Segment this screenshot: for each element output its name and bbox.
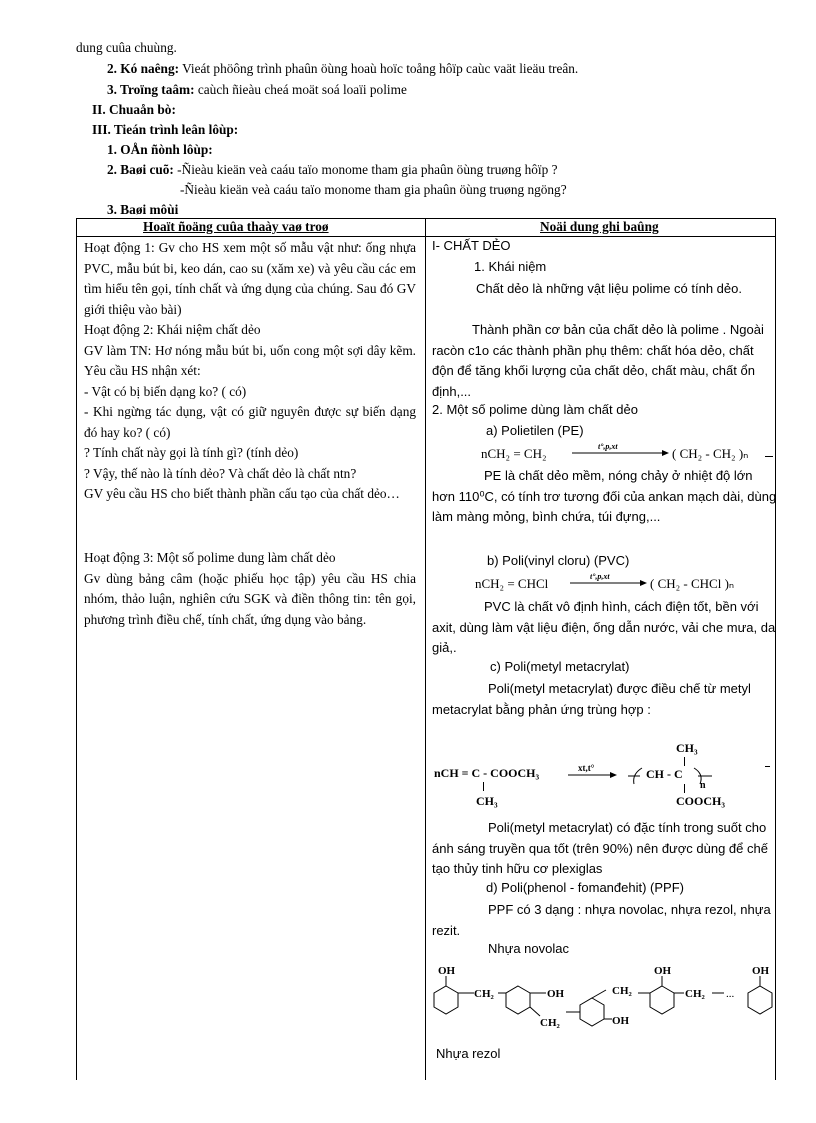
pvc-description: PVC là chất vô định hình, cách điện tốt, bền với axit, dùng làm vật liệu điện, ống dẫn nước, vải che mưa, da giả,. <box>432 599 776 655</box>
activity-3-text: Gv dùng bảng câm (hoặc phiếu học tập) yêu cầu HS chia nhóm, thảo luận, nghiên cứu SGK và điền thông tin: tên gọi, phương trình điều chế, tính chất, ứng dụng vào bảng. <box>84 570 416 627</box>
pmma-conditions: xt,t° <box>578 763 595 773</box>
pmma-monomer-ch3: CH₃ <box>476 794 498 808</box>
ppf-description: PPF có 3 dạng : nhựa novolac, nhựa rezol, nhựa rezit. <box>432 902 771 938</box>
pvc-reactant: nCH₂ = CHCl <box>475 576 549 591</box>
old-lesson-label: 2. Baøi cuõ: <box>107 162 174 177</box>
activity-1: Hoạt động 1: Gv cho HS xem một số mẫu vật như: ống nhựa PVC, mẫu bút bi, keo dán, cao su (xăm xe) và yêu cầu các em tìm hiểu tên gọi, tính chất và ứng dụng của chúng. Sau đó GV giới thiệu vào bài) <box>84 240 416 317</box>
novolac-oh-1: OH <box>438 965 456 977</box>
item-new-lesson: 3. Baøi môùi <box>107 202 179 217</box>
pmma-monomer: nCH = C - COOCH₃ <box>434 766 540 780</box>
pmma-desc-1: Poli(metyl metacrylat) được điều chế từ metyl metacrylat bằng phản ứng trùng hợp : <box>432 681 751 717</box>
pe-right-tick <box>765 456 773 457</box>
novolac-dots: ... <box>726 988 735 1000</box>
pmma-right-tick <box>765 766 770 767</box>
left-column-activity-3 <box>84 548 416 630</box>
pmma-polymer-unit: CH - C <box>646 767 683 781</box>
pe-product: ( CH₂ - CH₂ )ₙ <box>672 446 749 461</box>
novolac-structure <box>426 960 776 1035</box>
composition-plastics: Thành phần cơ bản của chất dẻo là polime . Ngoài racòn c1o các thành phần phụ thêm: chất hóa dẻo, chất độn để tăng khối lượng của chất dẻo, chất màu, chất ổn định,... <box>432 322 764 399</box>
pmma-desc-2: Poli(metyl metacrylat) có đặc tính trong suốt cho ánh sáng truyền qua tốt (trên 90%) nên được dùng để chế tạo thủy tinh hữu cơ plexiglas <box>432 820 768 876</box>
pmma-monomer-bond <box>483 782 484 791</box>
question-2: - Khi ngừng tác dụng, vật có giữ nguyên được sự biến dạng đó hay ko? ( có) <box>84 404 416 440</box>
pmma-polymer-top: CH₃ <box>676 741 698 755</box>
focus-line <box>107 82 407 98</box>
question-5: GV yêu cầu HS cho biết thành phần cấu tạo của chất dẻo… <box>84 486 400 501</box>
intro-continuation: dung cuûa chuùng. <box>76 40 177 55</box>
pmma-polymer-n: n <box>700 780 706 791</box>
focus-label: 3. Troïng taâm: <box>107 82 195 97</box>
skills-text: Vieát phöông trình phaûn öùng hoaù hoïc toång hôïp caùc vaät lieäu treân. <box>179 61 579 76</box>
activity-2-text: GV làm TN: Hơ nóng mẫu bút bi, uốn cong một sợi dây kẽm. Yêu cầu HS nhận xét: <box>84 342 416 378</box>
pvc-conditions: t°,p,xt <box>590 572 610 581</box>
pmma-reaction-arrow <box>566 760 626 784</box>
old-lesson-q2: -Ñieàu kieän veà caáu taïo monome tham gia phaûn öùng truøng ngöng? <box>180 182 567 197</box>
old-lesson-line <box>107 162 558 178</box>
pvc-product: ( CH₂ - CHCl )ₙ <box>650 576 735 591</box>
pe-description: PE là chất dẻo mềm, nóng chảy ở nhiệt độ lớn hơn 110⁰C, có tính trơ tương đối của ankan mạch dài, dùng làm màng mỏng, bình chứa, túi đựng,... <box>432 468 777 524</box>
section-procedure: III. Tieán trình leân lôùp: <box>92 122 239 137</box>
pmma-polymer-bond-top <box>684 757 685 766</box>
novolac-ch2-1: CH₂ <box>474 988 494 1000</box>
heading-concept: 1. Khái niệm <box>474 259 547 274</box>
heading-plastics: I- CHẤT DẺO <box>432 238 511 253</box>
pe-reactant: nCH₂ = CH₂ <box>481 446 547 461</box>
pmma-title: c) Poli(metyl metacrylat) <box>490 659 630 674</box>
activity-2-title: Hoạt động 2: Khái niệm chất dẻo <box>84 322 261 337</box>
novolac-oh-5: OH <box>752 965 770 977</box>
question-3: ? Tính chất này gọi là tính gì? (tính dẻo) <box>84 445 299 460</box>
section-preparation: II. Chuaån bò: <box>92 102 176 117</box>
pe-reaction-arrow <box>570 440 670 462</box>
pe-title: a) Polietilen (PE) <box>486 423 584 438</box>
skills-label: 2. Kó naêng: <box>107 61 180 76</box>
activity-3-title: Hoạt động 3: Một số polime dung làm chất dẻo <box>84 550 336 565</box>
old-lesson-q1: -Ñieàu kieän veà caáu taïo monome tham gia phaûn öùng truøng hôïp ? <box>173 162 558 177</box>
header-teacher-student: Hoaït ñoäng cuûa thaày vaø troø <box>143 219 329 234</box>
header-board-content: Noäi dung ghi baûng <box>540 219 659 234</box>
ppf-title: d) Poli(phenol - fomanđehit) (PPF) <box>486 880 684 895</box>
pvc-title: b) Poli(vinyl cloru) (PVC) <box>487 553 630 568</box>
pe-conditions: t°,p,xt <box>598 442 618 451</box>
question-1: - Vật có bị biến dạng ko? ( có) <box>84 383 247 399</box>
skills-line <box>107 61 578 77</box>
novolac-ch2-2: CH₂ <box>540 1017 560 1029</box>
novolac-ch2-3: CH₂ <box>612 985 632 997</box>
novolac-ch2-4: CH₂ <box>685 988 705 1000</box>
focus-text: caùch ñieàu cheá moät soá loaïi polime <box>194 82 407 97</box>
item-class-order: 1. OÅn ñònh lôùp: <box>107 142 213 157</box>
table-left-border <box>76 218 77 1080</box>
left-column <box>84 238 416 505</box>
rezol-label: Nhựa rezol <box>436 1046 501 1061</box>
pmma-polymer-bottom: COOCH₃ <box>676 794 725 808</box>
definition-plastics: Chất dẻo là những vật liệu polime có tính dẻo. <box>476 281 742 296</box>
novolac-oh-2: OH <box>547 988 565 1000</box>
novolac-oh-4: OH <box>654 965 672 977</box>
novolac-label: Nhựa novolac <box>488 941 569 956</box>
novolac-oh-3: OH <box>612 1015 630 1027</box>
pmma-polymer-bond-bottom <box>684 784 685 793</box>
pe-equation <box>481 446 547 462</box>
table-column-divider <box>425 218 426 1080</box>
heading-polymers: 2. Một số polime dùng làm chất dẻo <box>432 402 638 417</box>
question-4: ? Vậy, thế nào là tính dẻo? Và chất dẻo là chất ntn? <box>84 465 357 481</box>
